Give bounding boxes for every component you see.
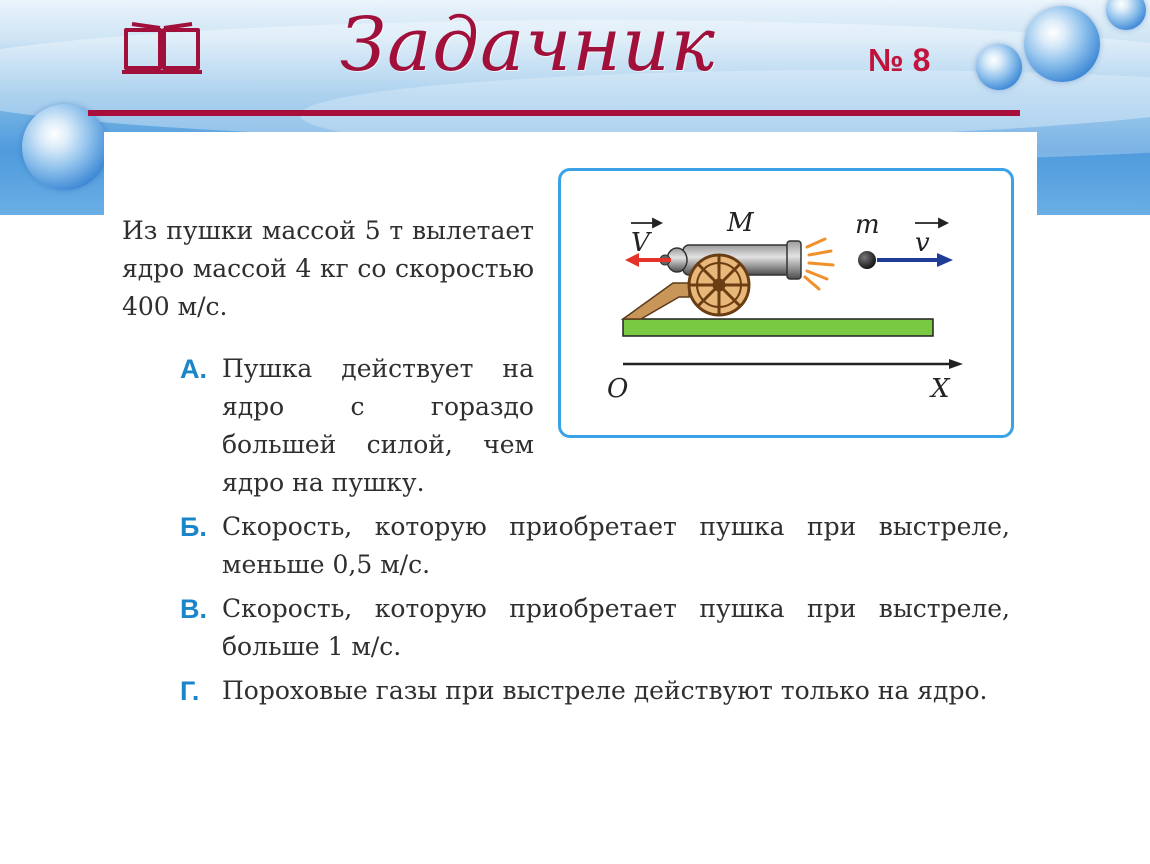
answer-option-a[interactable] xyxy=(180,350,534,500)
ground-platform xyxy=(623,319,933,336)
muzzle-flash xyxy=(805,239,833,289)
cannon-diagram-svg xyxy=(561,171,1011,435)
cannon-wheel xyxy=(689,255,749,315)
option-letter: Г. xyxy=(180,676,200,706)
problem-statement: Из пушки массой 5 т вылетает ядро массой 4 кг со скоростью 400 м/с. xyxy=(122,216,534,321)
decorative-bubble xyxy=(1024,6,1100,82)
option-text: Пушка действует на ядро с гораздо большей силой, чем ядро на пушку. xyxy=(222,354,534,497)
answer-option-b[interactable] xyxy=(180,508,1010,586)
ball-velocity-label: v xyxy=(915,228,930,258)
answer-option-c[interactable] xyxy=(180,590,1010,668)
option-letter: Б. xyxy=(180,512,207,542)
axis-label: X xyxy=(931,374,950,404)
option-text: Скорость, которую приобретает пушка при выстреле, больше 1 м/с. xyxy=(222,594,1010,661)
cannon-carriage xyxy=(623,283,689,319)
vector-marks xyxy=(631,219,947,227)
ball-mass-label: m xyxy=(855,210,880,240)
decorative-bubble xyxy=(976,44,1022,90)
option-letter: А. xyxy=(180,354,207,384)
cannon-mass-label: M xyxy=(727,208,754,238)
page-title: Задачник xyxy=(340,2,716,88)
decorative-bubble xyxy=(22,104,108,190)
option-text: Скорость, которую приобретает пушка при выстреле, меньше 0,5 м/с. xyxy=(222,512,1010,579)
option-text: Пороховые газы при выстреле действуют только на ядро. xyxy=(222,676,988,705)
title-divider xyxy=(88,110,1020,116)
task-number: № 8 xyxy=(868,42,931,78)
cannonball xyxy=(858,251,876,269)
option-letter: В. xyxy=(180,594,207,624)
origin-label: O xyxy=(607,374,629,404)
answer-option-d[interactable] xyxy=(180,672,1010,750)
book-icon xyxy=(120,18,204,74)
x-axis xyxy=(623,359,963,369)
cannon-velocity-label: V xyxy=(631,228,650,258)
cannon-diagram xyxy=(558,168,1014,438)
